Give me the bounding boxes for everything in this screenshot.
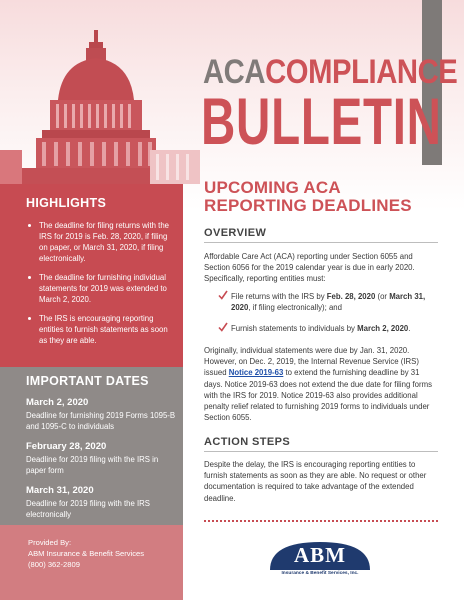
notice-text-start: Originally, individual statements were due by Jan. 31, 2020. However, on Dec. 2, 2019, the Internal Revenue Service (IRS) issued <box>204 346 419 378</box>
action-steps-paragraph: Despite the delay, the IRS is encouraging reporting entities to furnish statements as soon as they are able. No request or other documentation is required to take advantage of the extended deadline. <box>204 460 427 503</box>
title-aca: ACA <box>203 53 266 91</box>
check2-text: Furnish statements to individuals by <box>231 324 358 333</box>
provided-by-label: Provided By: <box>28 538 72 547</box>
check2-text-end: . <box>408 324 411 333</box>
checklist-item-file <box>218 291 440 313</box>
article-title <box>204 179 434 215</box>
title-compliance: COMPLIANCE <box>265 53 458 91</box>
date-entry <box>26 397 176 432</box>
checkmark-icon <box>218 290 228 300</box>
article-title-line1: UPCOMING ACA <box>204 178 341 197</box>
date-description: Deadline for 2019 filing with the IRS electronically <box>26 499 150 519</box>
date-title: March 2, 2020 <box>26 397 89 408</box>
notice-text-end: to extend the furnishing deadline by 31 days. Notice 2019-63 does not extend the due date for filing forms with the IRS for 2019. Notice 2019-63 also provides additional penalty relief related to furnishing 2019 forms to individuals under Section 6055. <box>204 368 432 423</box>
overview-heading: OVERVIEW <box>204 227 267 239</box>
date-entry <box>26 485 176 520</box>
check1-text-end: , if filing electronically); and <box>248 303 342 313</box>
check1-date-paper: Feb. 28, 2020 <box>326 292 376 301</box>
date-title: March 31, 2020 <box>26 485 94 496</box>
overview-paragraph: Affordable Care Act (ACA) reporting under Section 6055 and Section 6056 for the 2019 calendar year is due in early 2020. Specifically, reporting entities must: <box>204 252 415 284</box>
provider-info <box>28 537 144 570</box>
provider-name: ABM Insurance & Benefit Services <box>28 549 145 558</box>
date-title: February 28, 2020 <box>26 441 107 452</box>
checklist-item-furnish <box>218 323 440 334</box>
highlight-item: The IRS is encouraging reporting entities to furnish statements as soon as they are able. <box>28 313 174 346</box>
highlight-item: The deadline for furnishing individual statements for 2019 was extended to March 2, 2020. <box>28 272 174 305</box>
check1-date-electronic: March 31, 2020 <box>231 292 426 313</box>
checkmark-icon <box>218 322 228 332</box>
highlight-item: The deadline for filing returns with the IRS for 2019 is Feb. 28, 2020, if filing on paper, or March 31, 2020, if filing electronically. <box>28 220 174 264</box>
abm-logo <box>268 540 372 580</box>
date-description: Deadline for furnishing 2019 Forms 1095-B and 1095-C to individuals <box>26 411 176 431</box>
logo-subtitle: Insurance & Benefit Services, Inc. <box>281 571 359 576</box>
date-description: Deadline for 2019 filing with the IRS in paper form <box>26 455 159 475</box>
logo-wordmark: ABM <box>294 543 346 567</box>
masthead-title-bulletin: BULLETIN <box>201 84 442 158</box>
check1-text: File returns with the IRS by <box>231 292 327 301</box>
notice-paragraph <box>204 345 440 423</box>
overview-divider <box>204 242 438 243</box>
dotted-divider <box>204 520 438 522</box>
capitol-dome-illustration <box>0 0 200 215</box>
action-steps-heading: ACTION STEPS <box>204 436 291 448</box>
important-dates-heading: IMPORTANT DATES <box>26 374 149 388</box>
date-entry <box>26 441 176 476</box>
highlights-heading: HIGHLIGHTS <box>26 196 107 210</box>
action-steps-divider <box>204 451 438 452</box>
provider-phone[interactable]: (800) 362-2809 <box>28 560 80 569</box>
check1-text-mid: (or <box>375 292 390 301</box>
highlights-list <box>28 220 174 354</box>
notice-link[interactable]: Notice 2019-63 <box>228 368 284 378</box>
article-title-line2: REPORTING DEADLINES <box>204 196 412 215</box>
check2-date: March 2, 2020 <box>357 324 409 333</box>
